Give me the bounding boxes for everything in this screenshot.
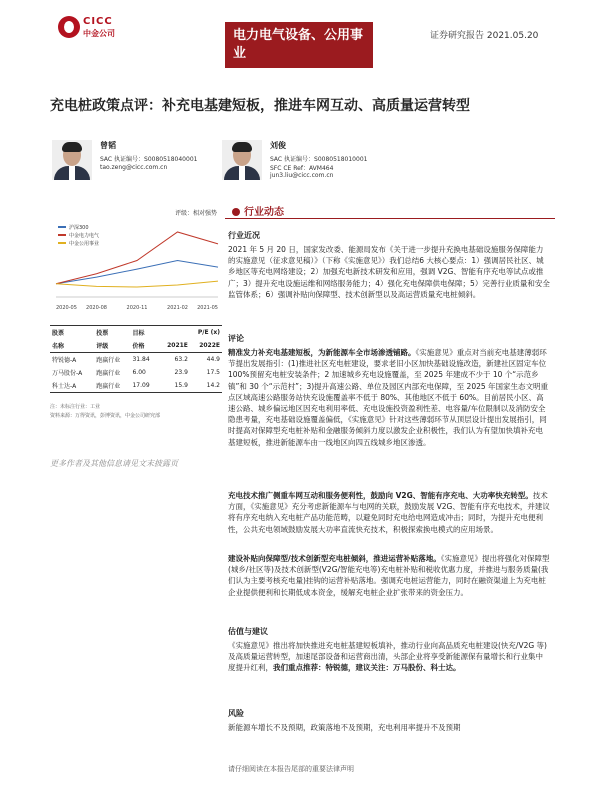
cicc-logo bbox=[58, 14, 128, 44]
logo-text-cn: 中金公司 bbox=[83, 29, 115, 38]
table-cell: 17.09 bbox=[130, 379, 157, 393]
analyst-email[interactable]: tao.zeng@cicc.com.cn bbox=[100, 164, 168, 171]
report-header bbox=[0, 0, 600, 80]
analyst-photo bbox=[52, 140, 92, 180]
table-source: 资料来源：万得资讯，彭博资讯，中金公司研究部 bbox=[50, 413, 161, 419]
table-cell: 15.9 bbox=[158, 379, 190, 393]
table-header-cell: 名称 bbox=[50, 339, 94, 353]
table-cell: 31.84 bbox=[132, 356, 150, 363]
paragraph-recent: 2021 年 5 月 20 日，国家发改委、能源局发布《关于进一步提升充换电基础设施服务保障能力的实施意见（征求意见稿）》（下称《实施意见》）我们总结6 大核心要点：1）强调居民社区、城乡地区等充电网络建设；2）加强充电新技术研发和应用，强调 V2G、智能有序充电等试点或推广；3）提升充电设施运维和网络服务能力；4）强化充电保障供电保障；5）完善行业质量和安全监管体系；6）强调补贴向保障型、技术创新型以及高运营质量充电桩倾斜。 bbox=[228, 245, 550, 299]
performance-chart-svg bbox=[52, 218, 222, 313]
paragraph-recommend: 我们重点推荐：特锐德，建议关注：万马股份、科士达。 bbox=[273, 663, 461, 673]
report-meta: 证券研究报告 2021.05.20 bbox=[430, 31, 539, 41]
table-cell: 44.9 bbox=[206, 356, 220, 363]
x-tick-label: 2021-02 bbox=[167, 305, 188, 311]
x-tick-label: 2020-11 bbox=[126, 305, 148, 311]
more-info-note: 更多作者及其他信息请见文末披露页 bbox=[50, 459, 178, 468]
table-cell: 万马股份-A bbox=[52, 370, 83, 377]
analyst-sac: SAC 执证编号：S0080518040001 bbox=[100, 156, 198, 163]
subheading-risk: 风险 bbox=[228, 709, 244, 718]
table-cell: 特锐德-A bbox=[52, 357, 77, 364]
table-cell: 6.00 bbox=[132, 369, 146, 376]
table-header-cell: 评级 bbox=[94, 339, 130, 353]
table-header-cell: 2021E bbox=[158, 339, 190, 353]
table-row bbox=[50, 353, 222, 367]
table-cell: 科士达-A bbox=[50, 379, 94, 393]
legend-swatch bbox=[58, 242, 66, 244]
legal-footer: 请仔细阅读在本报告尾部的重要法律声明 bbox=[228, 765, 354, 773]
legend-swatch bbox=[58, 234, 66, 236]
table-header-row bbox=[50, 339, 222, 353]
subheading-recent: 行业近况 bbox=[228, 231, 260, 240]
legend-label: 中金电力电气 bbox=[69, 233, 100, 239]
table-header-cell: 2022E bbox=[190, 339, 222, 353]
x-tick-label: 2020-08 bbox=[86, 305, 107, 311]
stock-ratings-table bbox=[50, 325, 222, 393]
table-header-cell: 股票 bbox=[50, 326, 94, 340]
section-title bbox=[232, 203, 284, 218]
paragraph-text: 《实施意见》重点对当前充电基建薄弱环节提出发展指引：(1)推进社区充电桩建设，要求老旧小区加快基础设施改造，新建社区固定车位 100%预留充电桩安装条件；2 加速城乡充电设施覆盖，至 2025 年建成不少于 10 个“示范乡镇”和 30 个“示范村”；3)提升高速公路、单位及园区内部充电保障，至 2025 年国家生态文明重点区域高速公路服务站快充设施覆盖率不低于 80%、其他地区不低于 60%。目前居民小区、高速公路、城乡偏远地区因充电利用率低、充电设施投资盈利性差、电容量/车位限制以及消防安全隐患考量，充电基础设施覆盖偏低，《实施意见》针对这些薄弱环节从顶层设计提出发展指引，同时提高对保障型充电桩补贴和金融服务倾斜力度以激发企业积极性，我们认为有望加快填补充电基建短板，推进新能源车由一线地区向四五线城乡地区渗透。 bbox=[228, 348, 549, 447]
sector-label: 电力电气设备、公用事业 bbox=[225, 22, 373, 68]
paragraph-comment-2 bbox=[228, 490, 550, 535]
series-line bbox=[56, 232, 218, 284]
paragraph-comment-1 bbox=[228, 347, 550, 448]
x-tick-label: 2021-05 bbox=[197, 305, 218, 311]
series-line bbox=[56, 261, 218, 284]
table-cell: 跑赢行业 bbox=[96, 357, 121, 364]
paragraph-lead: 精准发力补充电基建短板，为新能源车全市场渗透铺路。 bbox=[228, 348, 416, 357]
paragraph-text: 技术方面，《实施意见》充分考虑新能源车与电网的关联，鼓励发展 V2G、智能有序充电技术，并建议将有序充电纳入充电桩产品功能范畴，以避免同时充电给电网造成冲击；同时，为提升充电便利性，公共充电领域鼓励发展大功率直流快充技术，积极探索换电模式的应用场景。 bbox=[228, 491, 550, 534]
table-header-cell: 价格 bbox=[130, 339, 157, 353]
analyst-name: 刘俊 bbox=[270, 141, 286, 150]
table-header-row bbox=[50, 326, 222, 340]
analyst-name: 曾韬 bbox=[100, 141, 116, 150]
subheading-valuation: 估值与建议 bbox=[228, 627, 268, 636]
x-tick-label: 2020-05 bbox=[56, 305, 77, 311]
performance-chart bbox=[52, 218, 222, 313]
table-cell: 14.2 bbox=[190, 379, 222, 393]
analyst-sac: SAC 执证编号：S0080518010001 bbox=[270, 156, 368, 163]
rating-line: 评级：相对强势 bbox=[175, 210, 218, 217]
legend-swatch bbox=[58, 226, 66, 228]
analyst-photo bbox=[222, 140, 262, 180]
legend-label: 中金公用事业 bbox=[69, 241, 100, 247]
table-row bbox=[50, 366, 222, 379]
logo-text-en: CICC bbox=[83, 16, 113, 27]
section-title-text: 行业动态 bbox=[244, 207, 284, 218]
paragraph-comment-3 bbox=[228, 553, 550, 598]
table-note: 注：未标注行业：工业 bbox=[50, 404, 101, 410]
table-row bbox=[50, 379, 222, 393]
series-line bbox=[56, 281, 218, 287]
paragraph-text: 《实施意见》提出将强化对保障型(城乡/社区等)及技术创新型(V2G/智能充电等)充电桩补贴和税收优惠力度，并推进与服务质量(我们认为主要考核充电量)挂钩的运营补贴落地。强调充电桩运营能力，同时在融资渠道上为充电桩企业提供便利和长期低成本资金，缓解充电桩企业扩张带来的资金压力。 bbox=[228, 554, 550, 597]
paragraph-valuation bbox=[228, 640, 550, 674]
section-divider bbox=[225, 218, 555, 219]
legend-label: 沪深300 bbox=[69, 225, 89, 231]
table-cell: 63.2 bbox=[174, 356, 188, 363]
paragraph-lead: 建设补贴向保障型/技术创新型充电桩倾斜，推进运营补贴落地。 bbox=[228, 554, 441, 563]
table-header-cell: P/E (x) bbox=[158, 326, 222, 340]
section-bullet-icon bbox=[232, 208, 240, 216]
table-header-cell: 投票 bbox=[94, 326, 130, 340]
cicc-logo-icon bbox=[58, 16, 80, 38]
analyst-sfc: SFC CE Ref：AVM464 bbox=[270, 165, 334, 172]
paragraph-text: 《实施意见》推出将加快推进充电桩基建短板填补，推动行业向高品质充电桩建设(快充/V2G 等)及高质量运营转型，加速尾部设备和运营商出清，头部企业将享受新能源保有量增长和行业集中度提升红利， bbox=[228, 641, 547, 673]
paragraph-lead: 充电技术推广侧重车网互动和服务便利性，鼓励向 V2G、智能有序充电、大功率快充转型。 bbox=[228, 491, 533, 500]
table-header-cell: 目标 bbox=[130, 326, 157, 340]
table-cell: 23.9 bbox=[174, 369, 188, 376]
subheading-comment: 评论 bbox=[228, 334, 244, 343]
analyst-email[interactable]: jun3.liu@cicc.com.cn bbox=[270, 172, 334, 179]
report-title: 充电桩政策点评：补充电基建短板，推进车网互动、高质量运营转型 bbox=[50, 98, 470, 114]
table-cell: 跑赢行业 bbox=[94, 379, 130, 393]
paragraph-risk: 新能源车增长不及预期，政策落地不及预期，充电利用率提升不及预期 bbox=[228, 723, 461, 732]
table-cell: 17.5 bbox=[206, 369, 220, 376]
table-cell: 跑赢行业 bbox=[96, 370, 121, 377]
